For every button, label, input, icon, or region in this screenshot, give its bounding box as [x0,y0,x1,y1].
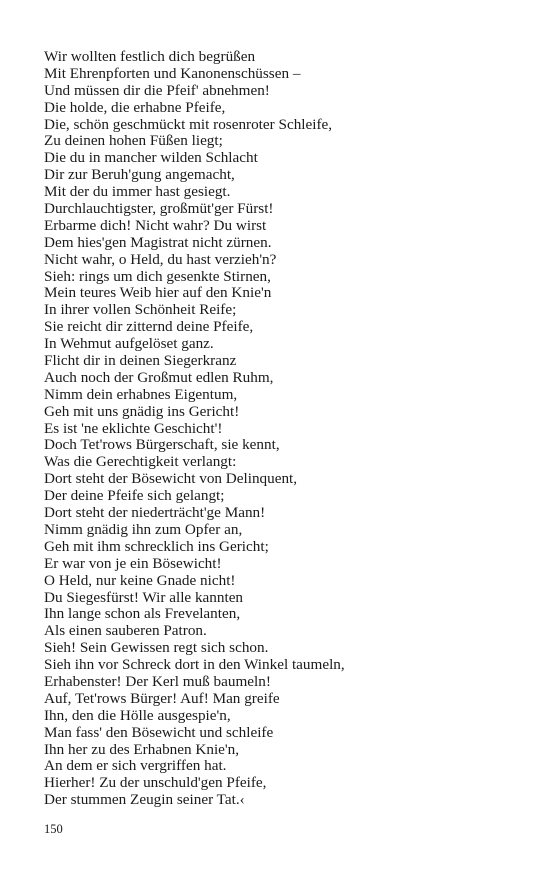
poem-line: Erhabenster! Der Kerl muß baumeln! [44,672,271,690]
poem-line: Nimm dein erhabnes Eigentum, [44,385,238,403]
poem-text [44,49,524,809]
poem-line: Der deine Pfeife sich gelangt; [44,487,225,505]
poem-line: In ihrer vollen Schönheit Reife; [44,301,237,319]
poem-line: Mein teures Weib hier auf den Knie'n [44,284,272,302]
poem-line: Es ist 'ne eklichte Geschicht'! [44,419,223,437]
poem-line: Er war von je ein Bösewicht! [44,554,222,572]
page-number: 150 [44,822,63,836]
poem-line: Durchlauchtigster, großmüt'ger Fürst! [44,200,274,218]
poem-line: Sie reicht dir zitternd deine Pfeife, [44,318,254,336]
poem-line: O Held, nur keine Gnade nicht! [44,571,236,589]
poem-line: Sieh! Sein Gewissen regt sich schon. [44,639,269,657]
poem-line: Dir zur Beruh'gung angemacht, [44,166,235,184]
poem-line: Der stummen Zeugin seiner Tat.‹ [44,791,245,809]
poem-line: Du Siegesfürst! Wir alle kannten [44,588,244,606]
poem-line: Auch noch der Großmut edlen Ruhm, [44,368,274,386]
poem-line: Doch Tet'rows Bürgerschaft, sie kennt, [44,436,280,454]
poem-line: Dort steht der niederträcht'ge Mann! [44,504,266,522]
poem-line: Als einen sauberen Patron. [44,622,207,640]
poem-line: Was die Gerechtigkeit verlangt: [44,453,237,471]
poem-line: Hierher! Zu der unschuld'gen Pfeife, [44,774,267,792]
poem-line: Nimm gnädig ihn zum Opfer an, [44,520,243,538]
poem-line: Die holde, die erhabne Pfeife, [44,98,226,116]
poem-line: Die, schön geschmückt mit rosenroter Schleife, [44,115,333,133]
poem-line: Ihn lange schon als Frevelanten, [44,605,241,623]
poem-line: Sieh ihn vor Schreck dort in den Winkel taumeln, [44,656,345,674]
poem-line: In Wehmut aufgelöset ganz. [44,335,214,353]
poem-line: Mit Ehrenpforten und Kanonenschüssen – [44,64,301,82]
poem-line: Und müssen dir die Pfeif' abnehmen! [44,81,270,99]
poem-line: Zu deinen hohen Füßen liegt; [44,132,223,150]
poem-line: Mit der du immer hast gesiegt. [44,183,231,201]
poem-line: Wir wollten festlich dich begrüßen [44,48,256,65]
poem-line: Ihn, den die Hölle ausgespie'n, [44,706,231,724]
poem-line: Man fass' den Bösewicht und schleife [44,723,274,741]
poem-line: Ihn her zu des Erhabnen Knie'n, [44,740,240,758]
poem-line: Geh mit uns gnädig ins Gericht! [44,402,240,420]
poem-line: An dem er sich vergriffen hat. [44,757,227,775]
poem-line: Geh mit ihm schrecklich ins Gericht; [44,537,269,555]
poem-line: Dem hies'gen Magistrat nicht zürnen. [44,233,272,251]
poem-line: Auf, Tet'rows Bürger! Auf! Man greife [44,689,280,707]
poem-line: Erbarme dich! Nicht wahr? Du wirst [44,216,267,234]
poem-line: Sieh: rings um dich gesenkte Stirnen, [44,267,271,285]
poem-line: Flicht dir in deinen Siegerkranz [44,352,237,370]
poem-line: Die du in mancher wilden Schlacht [44,149,258,167]
poem-line: Nicht wahr, o Held, du hast verzieh'n? [44,250,277,268]
poem-line: Dort steht der Bösewicht von Delinquent, [44,470,298,488]
